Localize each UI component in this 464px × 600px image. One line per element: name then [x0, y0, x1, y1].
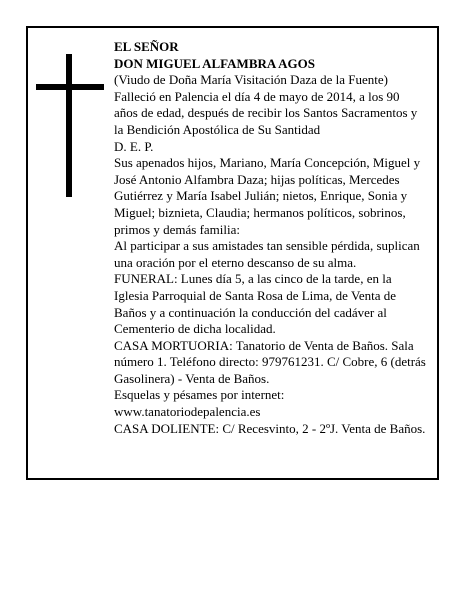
death-paragraph: Falleció en Palencia el día 4 de mayo de 2014, a los 90 años de edad, después de recibir los Santos Sacramentos y la Bendición Apostólica de Su Santidad	[114, 88, 418, 137]
website-link[interactable]: www.tanatoriodepalencia.es	[114, 404, 261, 420]
family-paragraph: Sus apenados hijos, Mariano, María Concepción, Miguel y José Antonio Alfambra Daza; hijas políticas, Mercedes Gutiérrez y María Isabel Julián; nietos, Enrique, Sonia y Miguel; biznieta, Claudia; hermanos políticos, sobrinos, primos y demás familia:	[114, 155, 421, 237]
cross-vertical-bar	[66, 54, 72, 197]
mortuary-paragraph: CASA MORTUORIA: Tanatorio de Venta de Baños. Sala número 1. Teléfono directo: 979761231. C/ Cobre, 6 (detrás Gasolinera) - Venta de Baños.	[114, 337, 426, 386]
request-paragraph: Al participar a sus amistades tan sensible pérdida, suplican una oración por el eterno descanso de su alma.	[114, 238, 420, 270]
obituary-text	[114, 39, 426, 437]
deceased-name: DON MIGUEL ALFAMBRA AGOS	[114, 55, 315, 71]
rip-line: D. E. P.	[114, 138, 154, 154]
funeral-paragraph: FUNERAL: Lunes día 5, a las cinco de la tarde, en la Iglesia Parroquial de Santa Rosa de Lima, de Venta de Baños y a continuación la conducción del cadáver al Cementerio de dicha localidad.	[114, 271, 397, 337]
cross-horizontal-bar	[36, 84, 104, 90]
internet-label: Esquelas y pésames por internet:	[114, 387, 285, 403]
notice-title: EL SEÑOR	[114, 39, 179, 54]
mourning-house-paragraph: CASA DOLIENTE: C/ Recesvinto, 2 - 2ºJ. Venta de Baños.	[114, 420, 426, 436]
widower-line: (Viudo de Doña María Visitación Daza de la Fuente)	[114, 72, 388, 88]
